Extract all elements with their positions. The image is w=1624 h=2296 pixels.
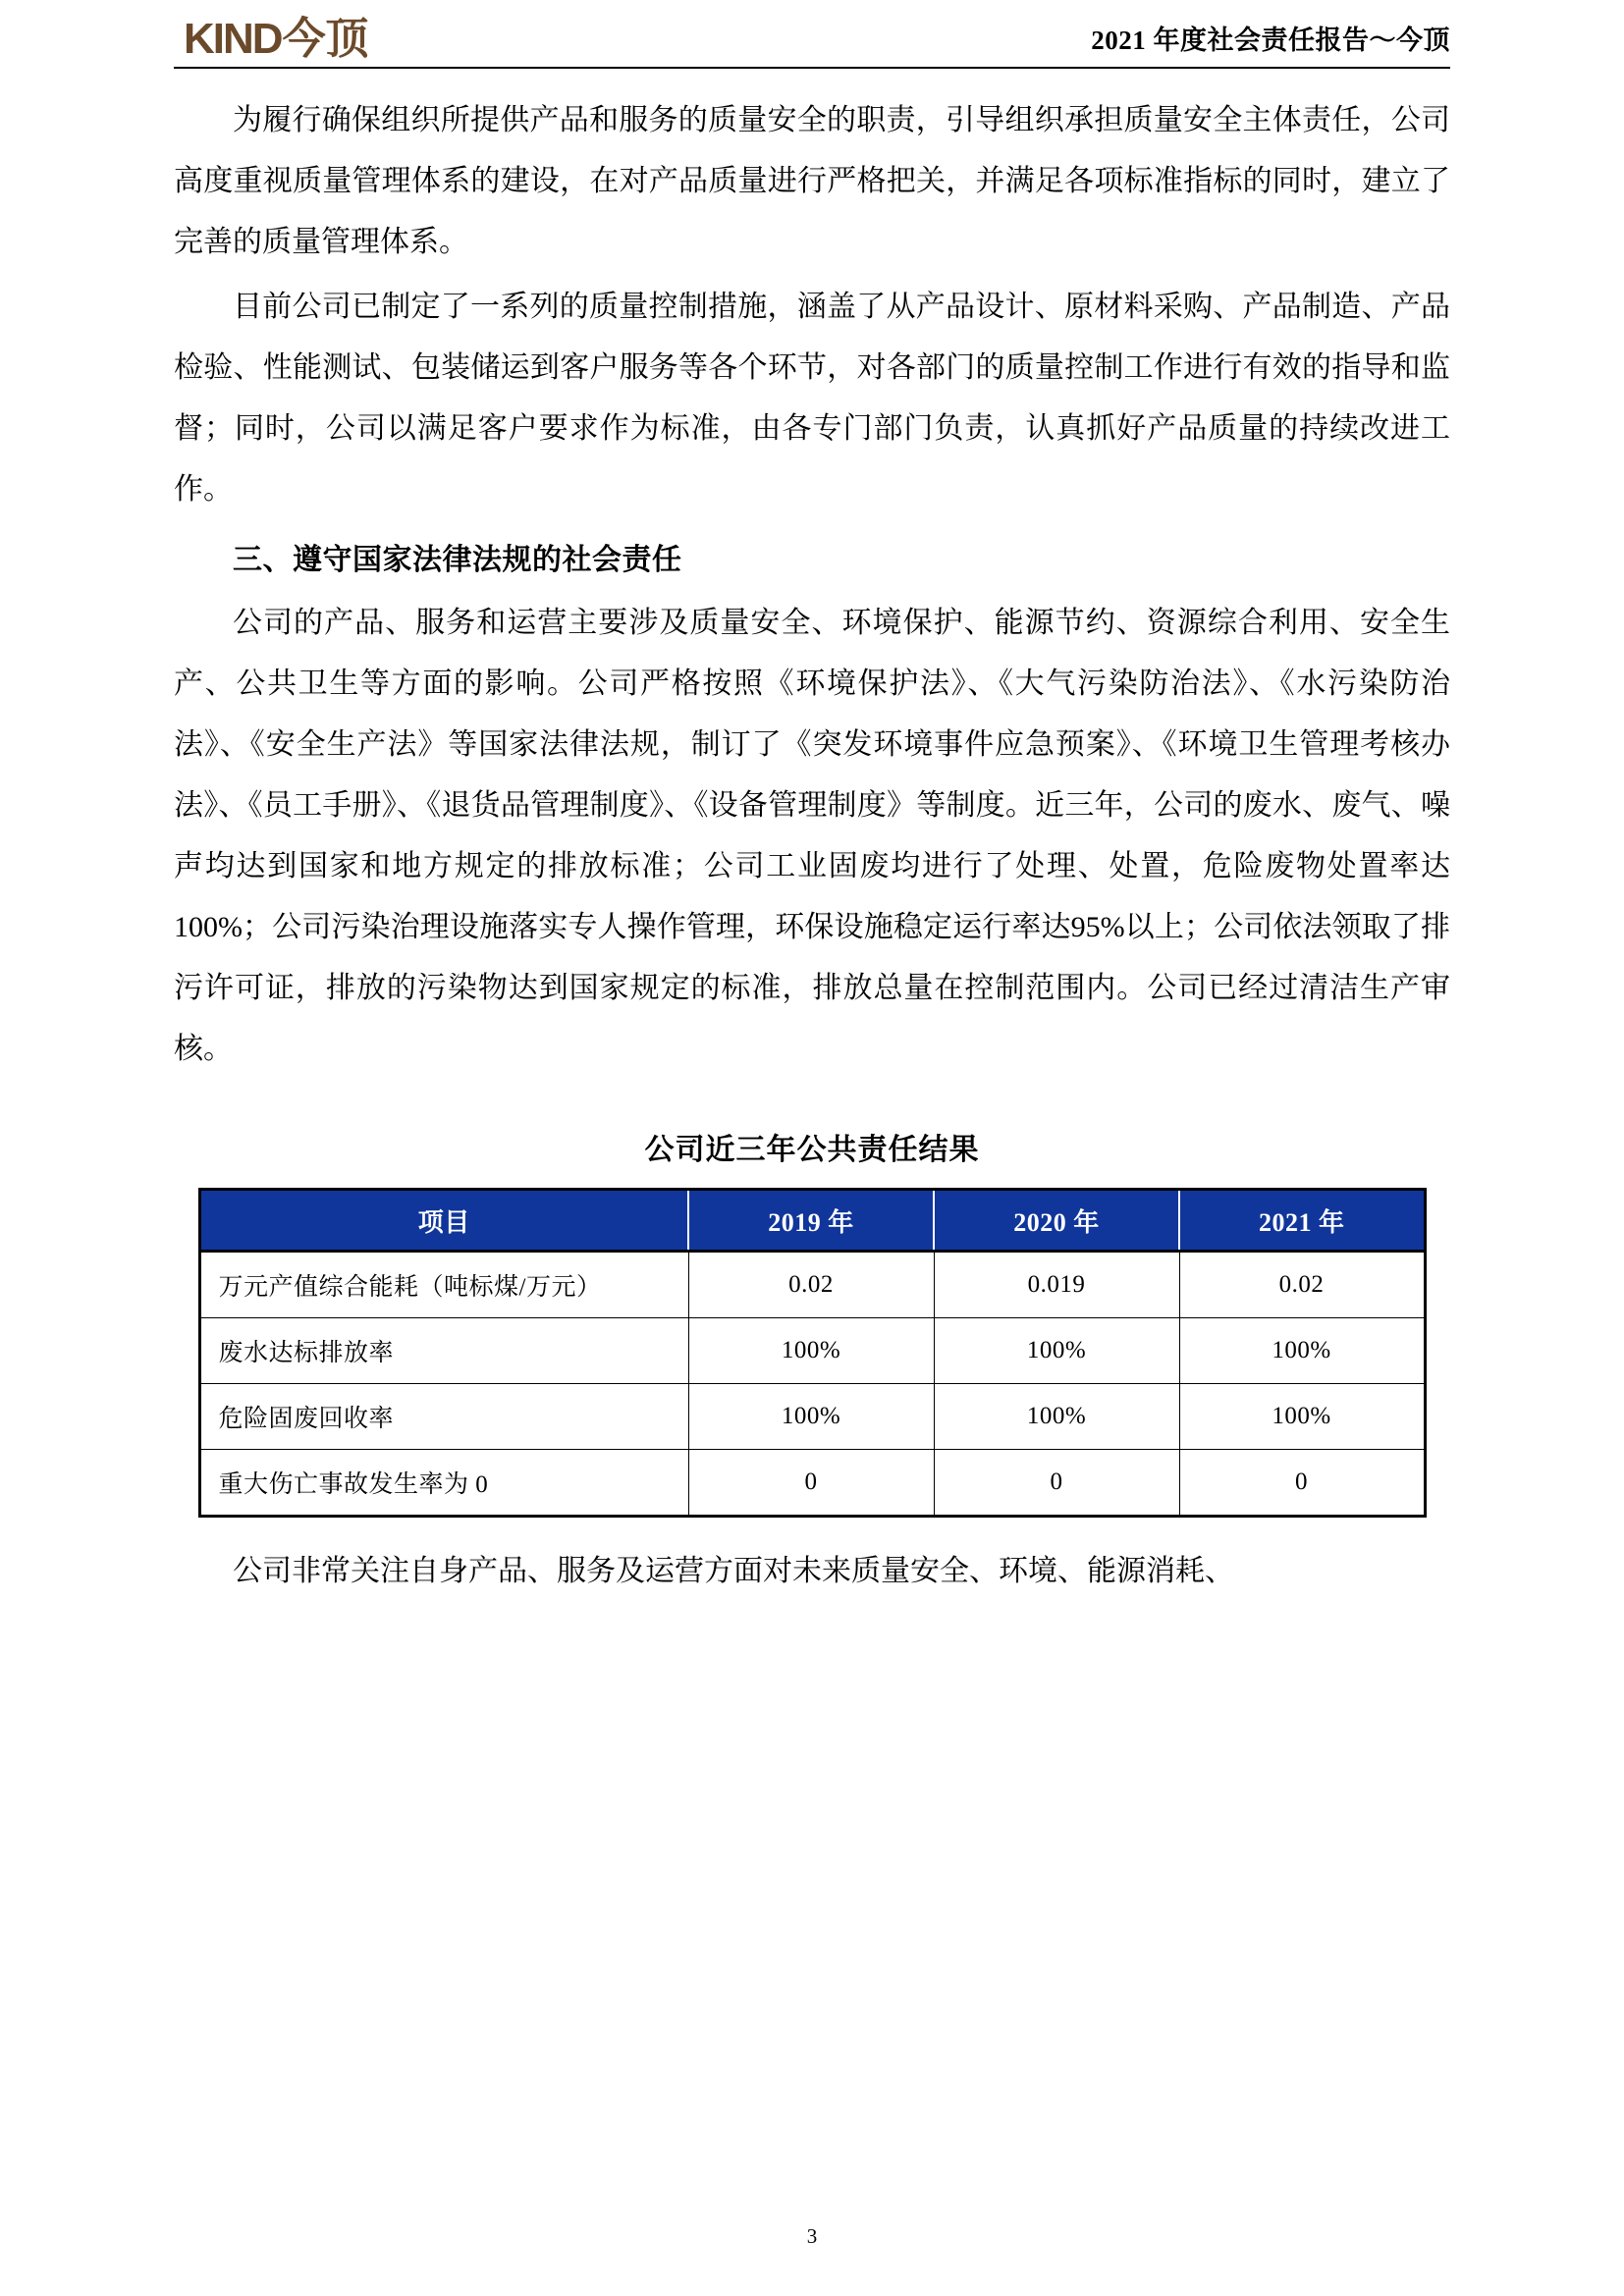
column-header-2020: 2020 年 (934, 1190, 1179, 1252)
table-row (199, 1450, 1425, 1517)
table-row (199, 1252, 1425, 1318)
closing-paragraph: 公司非常关注自身产品、服务及运营方面对未来质量安全、环境、能源消耗、 (233, 1555, 1234, 1587)
cell-2021: 100% (1179, 1384, 1425, 1450)
logo-latin-text: KIND (184, 15, 282, 63)
column-header-2021: 2021 年 (1179, 1190, 1425, 1252)
page-header (174, 0, 1450, 61)
cell-item: 危险固废回收率 (199, 1384, 688, 1450)
table-title: 公司近三年公共责任结果 (644, 1134, 980, 1166)
table-row (199, 1318, 1425, 1384)
logo-cjk-text: 今顶 (282, 15, 369, 63)
cell-2020: 0 (934, 1450, 1179, 1517)
page-content (174, 69, 1450, 1602)
cell-2019: 100% (688, 1384, 934, 1450)
cell-2021: 0 (1179, 1450, 1425, 1517)
page-number: 3 (806, 2224, 818, 2248)
column-header-2019: 2019 年 (688, 1190, 934, 1252)
cell-2021: 0.02 (1179, 1252, 1425, 1318)
cell-2019: 0 (688, 1450, 934, 1517)
table-header-row (199, 1190, 1425, 1252)
cell-2021: 100% (1179, 1318, 1425, 1384)
column-header-item: 项目 (199, 1190, 688, 1252)
table-row (199, 1384, 1425, 1450)
paragraph: 目前公司已制定了一系列的质量控制措施，涵盖了从产品设计、原材料采购、产品制造、产品检验、性能测试、包装储运到客户服务等各个环节，对各部门的质量控制工作进行有效的指导和监督；同时，公司以满足客户要求作为标准，由各专门部门负责，认真抓好产品质量的持续改进工作。 (174, 291, 1450, 506)
cell-2020: 100% (934, 1318, 1179, 1384)
company-logo (184, 15, 369, 63)
table-body (199, 1252, 1425, 1517)
cell-item: 废水达标排放率 (199, 1318, 688, 1384)
section-heading: 三、遵守国家法律法规的社会责任 (233, 544, 682, 576)
cell-2019: 100% (688, 1318, 934, 1384)
cell-item: 万元产值综合能耗（吨标煤/万元） (199, 1252, 688, 1318)
cell-2020: 0.019 (934, 1252, 1179, 1318)
paragraph: 为履行确保组织所提供产品和服务的质量安全的职责，引导组织承担质量安全主体责任，公司高度重视质量管理体系的建设，在对产品质量进行严格把关，并满足各项标准指标的同时，建立了完善的质量管理体系。 (174, 104, 1450, 258)
table-head (199, 1190, 1425, 1252)
public-responsibility-table (198, 1188, 1427, 1518)
cell-item: 重大伤亡事故发生率为 0 (199, 1450, 688, 1517)
cell-2020: 100% (934, 1384, 1179, 1450)
paragraph: 公司的产品、服务和运营主要涉及质量安全、环境保护、能源节约、资源综合利用、安全生产、公共卫生等方面的影响。公司严格按照《环境保护法》、《大气污染防治法》、《水污染防治法》、《安全生产法》等国家法律法规，制订了《突发环境事件应急预案》、《环境卫生管理考核办法》、《员工手册》、《退货品管理制度》、《设备管理制度》等制度。近三年，公司的废水、废气、噪声均达到国家和地方规定的排放标准；公司工业固废均进行了处理、处置，危险废物处置率达100%；公司污染治理设施落实专人操作管理，环保设施稳定运行率达95%以上；公司依法领取了排污许可证，排放的污染物达到国家规定的标准，排放总量在控制范围内。公司已经过清洁生产审核。 (174, 607, 1450, 1065)
cell-2019: 0.02 (688, 1252, 934, 1318)
header-title: 2021 年度社会责任报告～今顶 (1091, 26, 1450, 55)
